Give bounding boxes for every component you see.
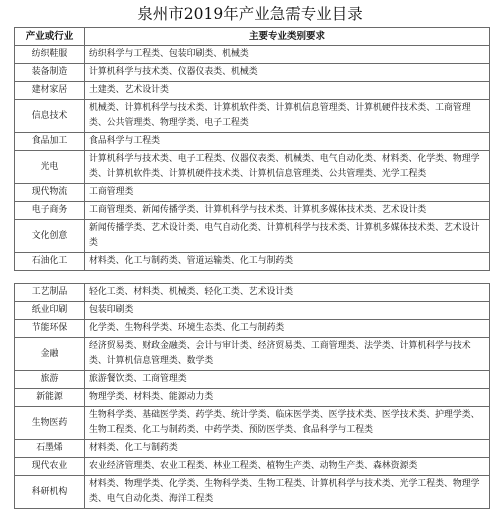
requirement-cell: 旅游餐饮类、工商管理类 [85,371,490,389]
requirement-cell: 食品科学与工程类 [85,133,490,151]
industry-cell: 科研机构 [15,476,85,509]
industry-cell: 纺织鞋服 [15,46,85,64]
table-row [15,82,490,100]
table-block-2 [14,283,490,509]
industry-cell: 电子商务 [15,202,85,220]
industry-cell: 石墨烯 [15,440,85,458]
requirement-cell: 机械类、计算机科学与技术类、计算机软件类、计算机信息管理类、计算机硬件技术类、工商管理类、公共管理类、物理学类、电子工程类 [85,100,490,133]
requirement-cell: 包装印刷类 [85,302,490,320]
requirement-cell: 化学类、生物科学类、环境生态类、化工与制药类 [85,320,490,338]
table-row [15,284,490,302]
industry-cell: 生物医药 [15,407,85,440]
table-row [15,302,490,320]
table-row [15,151,490,184]
table-row [15,407,490,440]
requirement-cell: 计算机科学与技术类、电子工程类、仪器仪表类、机械类、电气自动化类、材料类、化学类、物理学类、计算机软件类、计算机硬件技术类、计算机信息管理类、公共管理类、光学工程类 [85,151,490,184]
requirement-cell: 材料类、物理学类、化学类、生物科学类、生物工程类、计算机科学与技术类、光学工程类、物理学类、电气自动化类、海洋工程类 [85,476,490,509]
industry-cell: 节能环保 [15,320,85,338]
requirement-cell: 农业经济管理类、农业工程类、林业工程类、植物生产类、动物生产类、森林资源类 [85,458,490,476]
header-requirement: 主要专业类别要求 [85,28,490,46]
industry-cell: 现代农业 [15,458,85,476]
requirement-cell: 工商管理类 [85,184,490,202]
requirement-cell: 经济贸易类、财政金融类、会计与审计类、经济贸易类、工商管理类、法学类、计算机科学与技术类、计算机信息管理类、数学类 [85,338,490,371]
requirement-cell: 材料类、化工与制药类、管道运输类、化工与制药类 [85,253,490,271]
industry-cell: 现代物流 [15,184,85,202]
directory-table [14,27,489,509]
industry-cell: 工艺制品 [15,284,85,302]
table-row [15,389,490,407]
header-industry: 产业或行业 [15,28,85,46]
requirement-cell: 生物科学类、基础医学类、药学类、统计学类、临床医学类、医学技术类、医学技术类、护理学类、生物工程类、化工与制药类、中药学类、预防医学类、食品科学与工程类 [85,407,490,440]
table-row [15,338,490,371]
requirement-cell: 新闻传播学类、艺术设计类、电气自动化类、计算机科学与技术类、计算机多媒体技术类、艺术设计类 [85,220,490,253]
page-title: 泉州市2019年产业急需专业目录 [137,5,363,23]
table-block-1 [14,27,490,271]
table-gap [14,271,489,283]
table-row [15,64,490,82]
table-row [15,202,490,220]
industry-cell: 文化创意 [15,220,85,253]
table-row [15,440,490,458]
table-row [15,220,490,253]
industry-cell: 信息技术 [15,100,85,133]
table-row [15,253,490,271]
requirement-cell: 计算机科学与技术类、仪器仪表类、机械类 [85,64,490,82]
industry-cell: 纸业印刷 [15,302,85,320]
requirement-cell: 纺织科学与工程类、包装印刷类、机械类 [85,46,490,64]
requirement-cell: 材料类、化工与制药类 [85,440,490,458]
table-row [15,100,490,133]
header-row [15,28,490,46]
requirement-cell: 轻化工类、材料类、机械类、轻化工类、艺术设计类 [85,284,490,302]
table-row [15,184,490,202]
industry-cell: 新能源 [15,389,85,407]
requirement-cell: 物理学类、材料类、能源动力类 [85,389,490,407]
industry-cell: 建材家居 [15,82,85,100]
table-row [15,476,490,509]
table-row [15,320,490,338]
requirement-cell: 土建类、艺术设计类 [85,82,490,100]
industry-cell: 食品加工 [15,133,85,151]
table-row [15,46,490,64]
industry-cell: 装备制造 [15,64,85,82]
table-row [15,133,490,151]
industry-cell: 石油化工 [15,253,85,271]
requirement-cell: 工商管理类、新闻传播学类、计算机科学与技术类、计算机多媒体技术类、艺术设计类 [85,202,490,220]
industry-cell: 光电 [15,151,85,184]
table-row [15,371,490,389]
industry-cell: 旅游 [15,371,85,389]
industry-cell: 金融 [15,338,85,371]
table-row [15,458,490,476]
